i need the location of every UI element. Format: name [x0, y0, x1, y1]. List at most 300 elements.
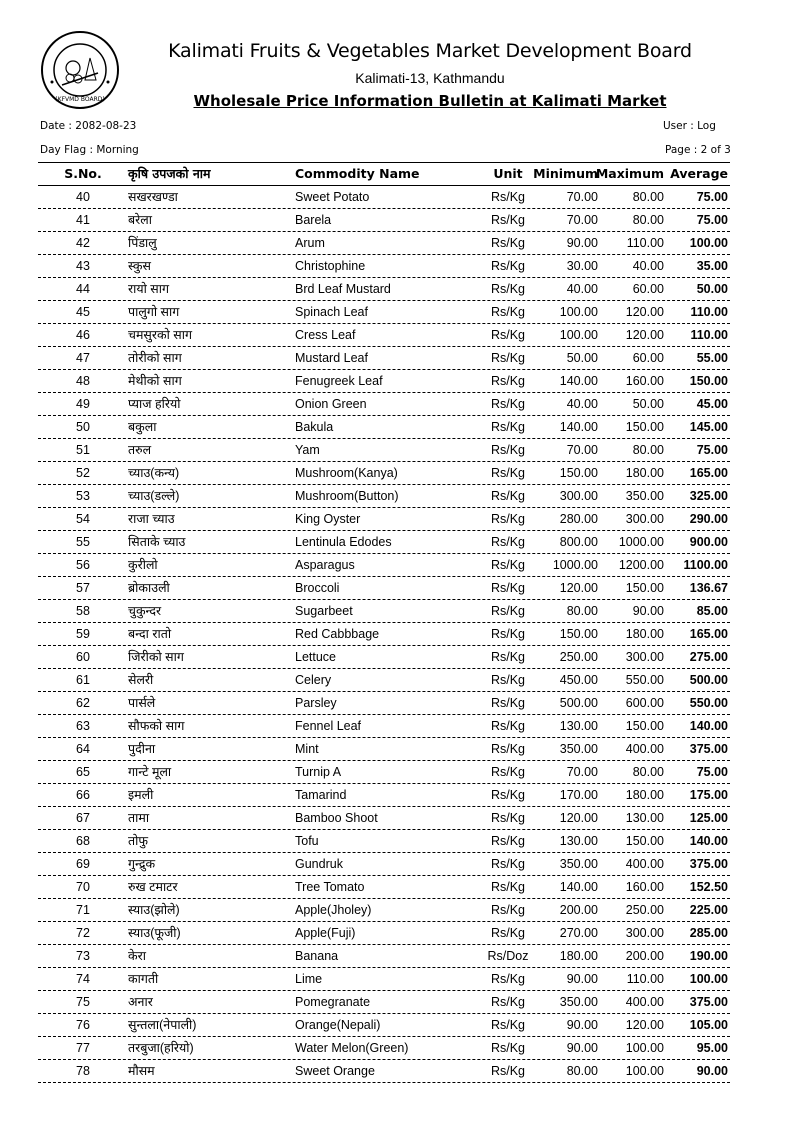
cell-maximum: 110.00	[626, 236, 664, 250]
cell-commodity-name: Fenugreek Leaf	[295, 374, 383, 388]
cell-unit: Rs/Kg	[490, 834, 526, 848]
cell-commodity-name: Arum	[295, 236, 325, 250]
cell-sno: 50	[76, 420, 90, 434]
cell-maximum: 110.00	[626, 972, 664, 986]
table-row	[38, 715, 730, 738]
cell-minimum: 500.00	[559, 696, 598, 710]
cell-minimum: 350.00	[559, 857, 598, 871]
cell-maximum: 40.00	[632, 259, 664, 273]
cell-average: 900.00	[689, 535, 728, 549]
cell-maximum: 250.00	[625, 903, 664, 917]
cell-maximum: 400.00	[625, 995, 664, 1009]
cell-commodity-name: Lime	[295, 972, 323, 986]
cell-average: 85.00	[696, 604, 728, 618]
table-header	[38, 162, 730, 186]
cell-average: 100.00	[689, 972, 728, 986]
cell-nepali-name: मौसम	[128, 1064, 155, 1078]
cell-unit: Rs/Kg	[490, 811, 526, 825]
cell-unit: Rs/Kg	[490, 673, 526, 687]
cell-average: 150.00	[689, 374, 728, 388]
cell-commodity-name: Christophine	[295, 259, 366, 273]
cell-maximum: 80.00	[632, 213, 664, 227]
table-row	[38, 347, 730, 370]
cell-minimum: 90.00	[566, 1041, 598, 1055]
cell-average: 140.00	[689, 719, 728, 733]
table-body	[38, 186, 730, 1083]
cell-commodity-name: Brd Leaf Mustard	[295, 282, 391, 296]
cell-commodity-name: Onion Green	[295, 397, 367, 411]
cell-unit: Rs/Kg	[490, 604, 526, 618]
cell-unit: Rs/Kg	[490, 880, 526, 894]
cell-unit: Rs/Kg	[490, 972, 526, 986]
table-row	[38, 945, 730, 968]
cell-minimum: 70.00	[566, 765, 598, 779]
cell-nepali-name: राजा च्याउ	[128, 512, 175, 526]
cell-average: 275.00	[689, 650, 728, 664]
cell-commodity-name: Apple(Fuji)	[295, 926, 356, 940]
cell-nepali-name: चुकुन्दर	[128, 604, 162, 618]
cell-commodity-name: Broccoli	[295, 581, 340, 595]
cell-maximum: 200.00	[625, 949, 664, 963]
cell-unit: Rs/Kg	[490, 489, 526, 503]
cell-minimum: 280.00	[559, 512, 598, 526]
cell-minimum: 90.00	[566, 236, 598, 250]
cell-sno: 40	[76, 190, 90, 204]
table-row	[38, 1060, 730, 1083]
cell-average: 75.00	[696, 190, 728, 204]
cell-sno: 45	[76, 305, 90, 319]
cell-sno: 47	[76, 351, 90, 365]
cell-maximum: 150.00	[625, 420, 664, 434]
cell-average: 152.50	[689, 880, 728, 894]
cell-minimum: 120.00	[559, 811, 598, 825]
cell-nepali-name: अनार	[128, 995, 153, 1009]
svg-text:(KFVMD BOARD): (KFVMD BOARD)	[55, 96, 105, 103]
table-row	[38, 761, 730, 784]
cell-unit: Rs/Kg	[490, 995, 526, 1009]
cell-unit: Rs/Kg	[490, 282, 526, 296]
table-row	[38, 876, 730, 899]
cell-commodity-name: Fennel Leaf	[295, 719, 362, 733]
cell-minimum: 450.00	[559, 673, 598, 687]
cell-maximum: 300.00	[625, 512, 664, 526]
page-indicator: Page : 2 of 3	[665, 144, 731, 156]
cell-nepali-name: केरा	[128, 949, 146, 963]
cell-commodity-name: Pomegranate	[295, 995, 371, 1009]
cell-commodity-name: Red Cabbbage	[295, 627, 380, 641]
cell-average: 100.00	[689, 236, 728, 250]
cell-sno: 49	[76, 397, 90, 411]
cell-sno: 62	[76, 696, 90, 710]
cell-commodity-name: Sweet Orange	[295, 1064, 375, 1078]
cell-nepali-name: प्याज हरियो	[128, 397, 181, 411]
cell-minimum: 100.00	[559, 305, 598, 319]
cell-maximum: 600.00	[625, 696, 664, 710]
cell-nepali-name: च्याउ(कन्य)	[128, 466, 180, 480]
cell-commodity-name: Bamboo Shoot	[295, 811, 378, 825]
cell-sno: 55	[76, 535, 90, 549]
cell-maximum: 120.00	[625, 305, 664, 319]
cell-average: 225.00	[689, 903, 728, 917]
cell-unit: Rs/Kg	[490, 857, 526, 871]
cell-minimum: 70.00	[566, 190, 598, 204]
cell-minimum: 170.00	[559, 788, 598, 802]
table-row	[38, 899, 730, 922]
cell-maximum: 160.00	[625, 374, 664, 388]
cell-average: 325.00	[689, 489, 728, 503]
cell-commodity-name: Apple(Jholey)	[295, 903, 372, 917]
cell-sno: 56	[76, 558, 90, 572]
cell-average: 95.00	[696, 1041, 728, 1055]
cell-sno: 63	[76, 719, 90, 733]
cell-commodity-name: Cress Leaf	[295, 328, 356, 342]
cell-maximum: 80.00	[632, 443, 664, 457]
cell-maximum: 60.00	[632, 351, 664, 365]
table-row	[38, 255, 730, 278]
cell-maximum: 400.00	[625, 742, 664, 756]
cell-nepali-name: तरुल	[128, 443, 152, 457]
cell-maximum: 130.00	[625, 811, 664, 825]
table-row	[38, 600, 730, 623]
cell-commodity-name: Sweet Potato	[295, 190, 370, 204]
cell-unit: Rs/Kg	[490, 581, 526, 595]
cell-unit: Rs/Kg	[490, 351, 526, 365]
cell-unit: Rs/Kg	[490, 558, 526, 572]
cell-commodity-name: Water Melon(Green)	[295, 1041, 409, 1055]
cell-average: 375.00	[689, 995, 728, 1009]
cell-average: 110.00	[690, 305, 728, 319]
cell-maximum: 300.00	[625, 926, 664, 940]
cell-unit: Rs/Kg	[490, 742, 526, 756]
cell-sno: 58	[76, 604, 90, 618]
cell-minimum: 90.00	[566, 972, 598, 986]
cell-sno: 69	[76, 857, 90, 871]
cell-commodity-name: Gundruk	[295, 857, 343, 871]
cell-average: 45.00	[696, 397, 728, 411]
table-row	[38, 393, 730, 416]
cell-minimum: 80.00	[566, 1064, 598, 1078]
cell-minimum: 800.00	[559, 535, 598, 549]
cell-average: 375.00	[689, 857, 728, 871]
cell-sno: 64	[76, 742, 90, 756]
cell-minimum: 90.00	[566, 1018, 598, 1032]
table-row	[38, 807, 730, 830]
cell-nepali-name: तामा	[128, 811, 150, 825]
cell-sno: 53	[76, 489, 90, 503]
col-minimum: Minimum	[533, 166, 598, 181]
col-nepali-name: कृषि उपजको नाम	[128, 166, 211, 181]
cell-maximum: 180.00	[625, 788, 664, 802]
cell-sno: 59	[76, 627, 90, 641]
col-sno: S.No.	[64, 166, 102, 181]
cell-average: 110.00	[690, 328, 728, 342]
day-flag: Day Flag : Morning	[40, 144, 139, 156]
cell-average: 140.00	[689, 834, 728, 848]
cell-nepali-name: सखरखण्डा	[128, 190, 178, 204]
cell-average: 75.00	[696, 213, 728, 227]
cell-maximum: 80.00	[632, 190, 664, 204]
table-row	[38, 209, 730, 232]
cell-nepali-name: बरेला	[128, 213, 152, 227]
cell-unit: Rs/Kg	[490, 512, 526, 526]
cell-minimum: 70.00	[566, 443, 598, 457]
cell-unit: Rs/Kg	[490, 1018, 526, 1032]
cell-average: 75.00	[696, 443, 728, 457]
cell-unit: Rs/Kg	[490, 397, 526, 411]
cell-commodity-name: Mustard Leaf	[295, 351, 368, 365]
cell-nepali-name: पुदीना	[128, 742, 156, 756]
cell-nepali-name: चमसुरको साग	[128, 328, 193, 342]
cell-minimum: 200.00	[559, 903, 598, 917]
table-row	[38, 784, 730, 807]
cell-nepali-name: कागती	[128, 972, 159, 986]
table-row	[38, 577, 730, 600]
cell-commodity-name: Bakula	[295, 420, 334, 434]
table-row	[38, 853, 730, 876]
cell-commodity-name: Celery	[295, 673, 332, 687]
table-row	[38, 692, 730, 715]
cell-unit: Rs/Kg	[490, 650, 526, 664]
cell-average: 375.00	[689, 742, 728, 756]
cell-minimum: 120.00	[559, 581, 598, 595]
price-table	[38, 162, 730, 1083]
cell-nepali-name: तरबुजा(हरियो)	[128, 1041, 194, 1055]
cell-sno: 48	[76, 374, 90, 388]
cell-sno: 43	[76, 259, 90, 273]
cell-commodity-name: Mushroom(Button)	[295, 489, 399, 503]
cell-sno: 76	[76, 1018, 90, 1032]
cell-average: 550.00	[689, 696, 728, 710]
cell-commodity-name: Lentinula Edodes	[295, 535, 392, 549]
table-row	[38, 278, 730, 301]
table-row	[38, 508, 730, 531]
cell-sno: 42	[76, 236, 90, 250]
cell-nepali-name: इमली	[128, 788, 154, 802]
cell-nepali-name: रुख टमाटर	[128, 880, 178, 894]
cell-nepali-name: कुरीलो	[128, 558, 158, 572]
table-row	[38, 738, 730, 761]
cell-nepali-name: स्कुस	[128, 259, 151, 273]
cell-minimum: 40.00	[566, 397, 598, 411]
cell-nepali-name: च्याउ(डल्ले)	[128, 489, 180, 503]
cell-maximum: 120.00	[625, 1018, 664, 1032]
cell-minimum: 130.00	[559, 719, 598, 733]
cell-average: 136.67	[689, 581, 728, 595]
cell-commodity-name: Banana	[295, 949, 339, 963]
cell-average: 285.00	[689, 926, 728, 940]
table-row	[38, 370, 730, 393]
cell-sno: 52	[76, 466, 90, 480]
table-row	[38, 991, 730, 1014]
cell-unit: Rs/Kg	[490, 305, 526, 319]
cell-unit: Rs/Kg	[490, 190, 526, 204]
cell-commodity-name: Asparagus	[295, 558, 355, 572]
cell-sno: 65	[76, 765, 90, 779]
cell-unit: Rs/Kg	[490, 236, 526, 250]
cell-average: 165.00	[689, 466, 728, 480]
cell-average: 50.00	[696, 282, 728, 296]
cell-minimum: 150.00	[559, 627, 598, 641]
cell-nepali-name: रायो साग	[128, 282, 170, 296]
cell-maximum: 50.00	[632, 397, 664, 411]
cell-maximum: 160.00	[625, 880, 664, 894]
cell-minimum: 70.00	[566, 213, 598, 227]
cell-commodity-name: Yam	[295, 443, 320, 457]
cell-minimum: 140.00	[559, 420, 598, 434]
cell-nepali-name: सौफको साग	[128, 719, 185, 733]
cell-sno: 78	[76, 1064, 90, 1078]
cell-sno: 73	[76, 949, 90, 963]
cell-maximum: 350.00	[625, 489, 664, 503]
cell-unit: Rs/Doz	[487, 949, 529, 963]
cell-maximum: 100.00	[625, 1064, 664, 1078]
cell-maximum: 60.00	[632, 282, 664, 296]
cell-maximum: 400.00	[625, 857, 664, 871]
cell-sno: 66	[76, 788, 90, 802]
cell-minimum: 80.00	[566, 604, 598, 618]
cell-average: 1100.00	[683, 558, 728, 572]
cell-commodity-name: Lettuce	[295, 650, 337, 664]
cell-nepali-name: स्याउ(फूजी)	[128, 926, 181, 940]
table-row	[38, 646, 730, 669]
cell-sno: 67	[76, 811, 90, 825]
bulletin-title: Wholesale Price Information Bulletin at Kalimati Market	[193, 92, 667, 110]
cell-minimum: 250.00	[559, 650, 598, 664]
cell-minimum: 1000.00	[552, 558, 598, 572]
cell-average: 125.00	[689, 811, 728, 825]
cell-nepali-name: ब्रोकाउली	[128, 581, 170, 595]
cell-minimum: 50.00	[566, 351, 598, 365]
cell-unit: Rs/Kg	[490, 1064, 526, 1078]
cell-sno: 61	[76, 673, 90, 687]
cell-unit: Rs/Kg	[490, 259, 526, 273]
cell-nepali-name: सुन्तला(नेपाली)	[128, 1018, 197, 1032]
cell-unit: Rs/Kg	[490, 788, 526, 802]
cell-nepali-name: बकुला	[128, 420, 157, 434]
cell-maximum: 150.00	[625, 834, 664, 848]
table-row	[38, 531, 730, 554]
cell-maximum: 80.00	[632, 765, 664, 779]
table-row	[38, 830, 730, 853]
cell-commodity-name: Parsley	[295, 696, 337, 710]
table-row	[38, 1014, 730, 1037]
cell-commodity-name: Tree Tomato	[295, 880, 365, 894]
cell-sno: 72	[76, 926, 90, 940]
cell-nepali-name: सेलरी	[128, 673, 154, 687]
cell-minimum: 300.00	[559, 489, 598, 503]
cell-commodity-name: Mushroom(Kanya)	[295, 466, 398, 480]
cell-commodity-name: Tamarind	[295, 788, 347, 802]
cell-minimum: 40.00	[566, 282, 598, 296]
cell-unit: Rs/Kg	[490, 696, 526, 710]
table-row	[38, 301, 730, 324]
col-average: Average	[670, 166, 728, 181]
cell-nepali-name: गुन्द्रुक	[128, 857, 156, 871]
table-row	[38, 485, 730, 508]
table-row	[38, 439, 730, 462]
org-name: Kalimati Fruits & Vegetables Market Development Board	[168, 40, 692, 62]
cell-sno: 77	[76, 1041, 90, 1055]
cell-average: 105.00	[689, 1018, 728, 1032]
cell-commodity-name: Mint	[295, 742, 319, 756]
cell-maximum: 300.00	[625, 650, 664, 664]
table-row	[38, 462, 730, 485]
cell-nepali-name: बन्दा रातो	[128, 627, 172, 641]
cell-unit: Rs/Kg	[490, 926, 526, 940]
cell-sno: 54	[76, 512, 90, 526]
cell-maximum: 180.00	[625, 627, 664, 641]
cell-commodity-name: King Oyster	[295, 512, 361, 526]
cell-unit: Rs/Kg	[490, 535, 526, 549]
cell-nepali-name: तोफु	[128, 834, 149, 848]
cell-maximum: 100.00	[625, 1041, 664, 1055]
cell-nepali-name: तोरीको साग	[128, 351, 182, 365]
cell-minimum: 150.00	[559, 466, 598, 480]
table-row	[38, 922, 730, 945]
cell-minimum: 140.00	[559, 880, 598, 894]
cell-maximum: 150.00	[625, 581, 664, 595]
cell-sno: 46	[76, 328, 90, 342]
cell-minimum: 30.00	[566, 259, 598, 273]
cell-sno: 44	[76, 282, 90, 296]
cell-maximum: 1000.00	[618, 535, 664, 549]
cell-average: 500.00	[689, 673, 728, 687]
col-maximum: Maximum	[595, 166, 664, 181]
cell-average: 145.00	[689, 420, 728, 434]
table-row	[38, 186, 730, 209]
cell-minimum: 180.00	[559, 949, 598, 963]
cell-commodity-name: Barela	[295, 213, 332, 227]
table-row	[38, 623, 730, 646]
cell-maximum: 180.00	[625, 466, 664, 480]
cell-sno: 51	[76, 443, 90, 457]
cell-nepali-name: सिताके च्याउ	[128, 535, 186, 549]
col-commodity-name: Commodity Name	[295, 166, 420, 181]
cell-sno: 57	[76, 581, 90, 595]
cell-nepali-name: पिंडालु	[128, 236, 157, 250]
cell-minimum: 270.00	[559, 926, 598, 940]
cell-unit: Rs/Kg	[490, 420, 526, 434]
cell-nepali-name: पालुगो साग	[128, 305, 180, 319]
cell-unit: Rs/Kg	[490, 765, 526, 779]
cell-unit: Rs/Kg	[490, 903, 526, 917]
cell-average: 35.00	[696, 259, 728, 273]
cell-average: 55.00	[696, 351, 728, 365]
table-row	[38, 416, 730, 439]
cell-sno: 70	[76, 880, 90, 894]
cell-commodity-name: Orange(Nepali)	[295, 1018, 381, 1032]
cell-average: 175.00	[689, 788, 728, 802]
cell-maximum: 90.00	[632, 604, 664, 618]
report-date: Date : 2082-08-23	[40, 120, 137, 132]
cell-maximum: 1200.00	[618, 558, 664, 572]
cell-maximum: 550.00	[625, 673, 664, 687]
cell-sno: 71	[76, 903, 90, 917]
cell-minimum: 100.00	[559, 328, 598, 342]
cell-sno: 60	[76, 650, 90, 664]
cell-nepali-name: मेथीको साग	[128, 374, 182, 388]
cell-commodity-name: Tofu	[295, 834, 319, 848]
cell-unit: Rs/Kg	[490, 443, 526, 457]
cell-unit: Rs/Kg	[490, 466, 526, 480]
cell-unit: Rs/Kg	[490, 627, 526, 641]
cell-minimum: 140.00	[559, 374, 598, 388]
cell-minimum: 350.00	[559, 995, 598, 1009]
table-row	[38, 324, 730, 347]
report-user: User : Log	[663, 120, 716, 132]
cell-sno: 41	[76, 213, 90, 227]
cell-commodity-name: Sugarbeet	[295, 604, 353, 618]
